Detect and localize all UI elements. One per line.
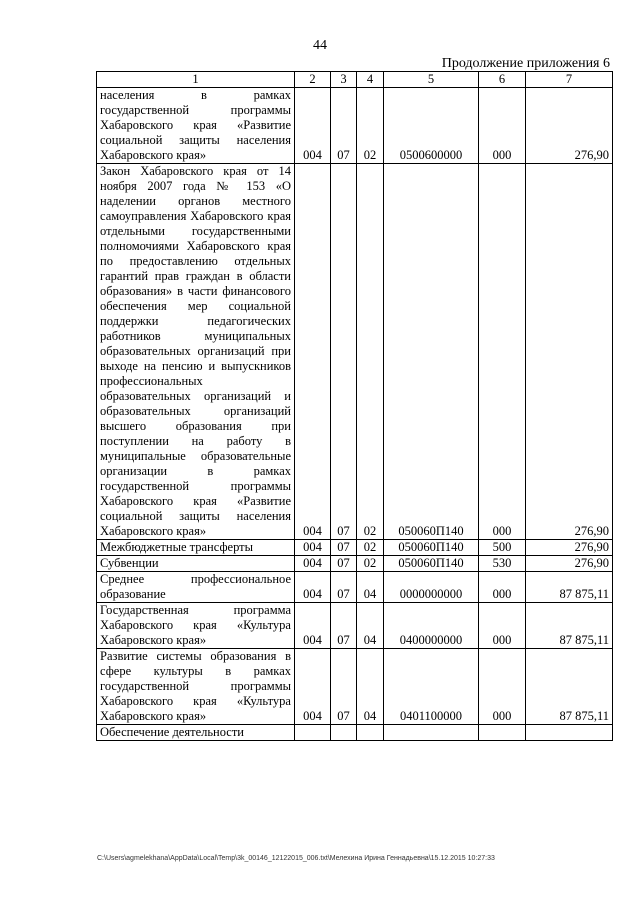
row-cell-2 (295, 725, 331, 741)
row-cell-2: 004 (295, 649, 331, 725)
row-name-cell: Обеспечение деятельности (97, 725, 295, 741)
table-row (97, 649, 613, 725)
row-cell-2: 004 (295, 556, 331, 572)
budget-table (96, 71, 613, 741)
row-cell-4: 02 (357, 540, 384, 556)
row-cell-4: 02 (357, 88, 384, 164)
row-cell-6: 000 (479, 88, 526, 164)
page-number: 44 (313, 38, 327, 53)
row-cell-7 (526, 725, 613, 741)
row-cell-3: 07 (331, 164, 357, 540)
row-cell-5: 0500600000 (384, 88, 479, 164)
row-cell-2: 004 (295, 540, 331, 556)
header-cell-4: 4 (357, 72, 384, 88)
row-cell-6: 500 (479, 540, 526, 556)
file-path-footer: C:\Users\agmelekhana\AppData\Local\Temp\3k_00146_12122015_006.txt\Мелехина Ирина Геннадьевна\15.12.2015 10:27:33 (97, 855, 495, 862)
row-cell-3: 07 (331, 556, 357, 572)
row-cell-4: 02 (357, 556, 384, 572)
table-row (97, 164, 613, 540)
row-cell-4: 02 (357, 164, 384, 540)
row-cell-3: 07 (331, 572, 357, 603)
row-cell-7: 87 875,11 (526, 572, 613, 603)
table-row (97, 540, 613, 556)
row-cell-3: 07 (331, 603, 357, 649)
header-cell-7: 7 (526, 72, 613, 88)
row-cell-6: 530 (479, 556, 526, 572)
table-row (97, 603, 613, 649)
row-cell-3 (331, 725, 357, 741)
row-cell-4 (357, 725, 384, 741)
row-cell-7: 276,90 (526, 556, 613, 572)
row-name-cell: Развитие системы образования в сфере культуры в рамках государственной программы Хабаровского края «Культура Хабаровского края» (97, 649, 295, 725)
header-cell-6: 6 (479, 72, 526, 88)
header-cell-5: 5 (384, 72, 479, 88)
row-cell-3: 07 (331, 649, 357, 725)
row-cell-6: 000 (479, 603, 526, 649)
row-cell-2: 004 (295, 164, 331, 540)
header-cell-3: 3 (331, 72, 357, 88)
row-cell-5: 0401100000 (384, 649, 479, 725)
row-cell-7: 87 875,11 (526, 649, 613, 725)
table-row (97, 725, 613, 741)
row-cell-6: 000 (479, 572, 526, 603)
row-name-cell: Закон Хабаровского края от 14 ноября 2007 года № 153 «О наделении органов местного самоуправления Хабаровского края отдельными государственными полномочиями Хабаровского края по предоставлению отдельных гарантий прав граждан в области образования» в части финансового обеспечения мер социальной поддержки педагогических работников муниципальных образовательных организаций при выходе на пенсию и выпускников профессиональных образовательных организаций и образовательных организаций высшего образования при поступлении на работу в муниципальные образовательные организации в рамках государственной программы Хабаровского края «Развитие социальной защиты населения Хабаровского края» (97, 164, 295, 540)
row-cell-4: 04 (357, 649, 384, 725)
table-row (97, 88, 613, 164)
row-name-cell: Государственная программа Хабаровского края «Культура Хабаровского края» (97, 603, 295, 649)
row-cell-5: 050060П140 (384, 164, 479, 540)
table-row (97, 572, 613, 603)
row-cell-2: 004 (295, 572, 331, 603)
row-cell-2: 004 (295, 603, 331, 649)
row-cell-2: 004 (295, 88, 331, 164)
row-cell-3: 07 (331, 88, 357, 164)
row-cell-4: 04 (357, 572, 384, 603)
row-cell-3: 07 (331, 540, 357, 556)
continuation-label: Продолжение приложения 6 (441, 56, 610, 71)
row-cell-7: 276,90 (526, 540, 613, 556)
row-cell-5: 0400000000 (384, 603, 479, 649)
row-cell-4: 04 (357, 603, 384, 649)
table-header-row (97, 72, 613, 88)
row-name-cell: Субвенции (97, 556, 295, 572)
row-name-cell: Среднее профессиональное образование (97, 572, 295, 603)
row-cell-6 (479, 725, 526, 741)
row-cell-7: 87 875,11 (526, 603, 613, 649)
row-cell-6: 000 (479, 164, 526, 540)
row-cell-5: 0000000000 (384, 572, 479, 603)
row-cell-5 (384, 725, 479, 741)
row-cell-6: 000 (479, 649, 526, 725)
row-name-cell: населения в рамках государственной программы Хабаровского края «Развитие социальной защиты населения Хабаровского края» (97, 88, 295, 164)
row-name-cell: Межбюджетные трансферты (97, 540, 295, 556)
row-cell-5: 050060П140 (384, 556, 479, 572)
header-cell-2: 2 (295, 72, 331, 88)
header-cell-1: 1 (97, 72, 295, 88)
table-row (97, 556, 613, 572)
row-cell-5: 050060П140 (384, 540, 479, 556)
row-cell-7: 276,90 (526, 88, 613, 164)
row-cell-7: 276,90 (526, 164, 613, 540)
